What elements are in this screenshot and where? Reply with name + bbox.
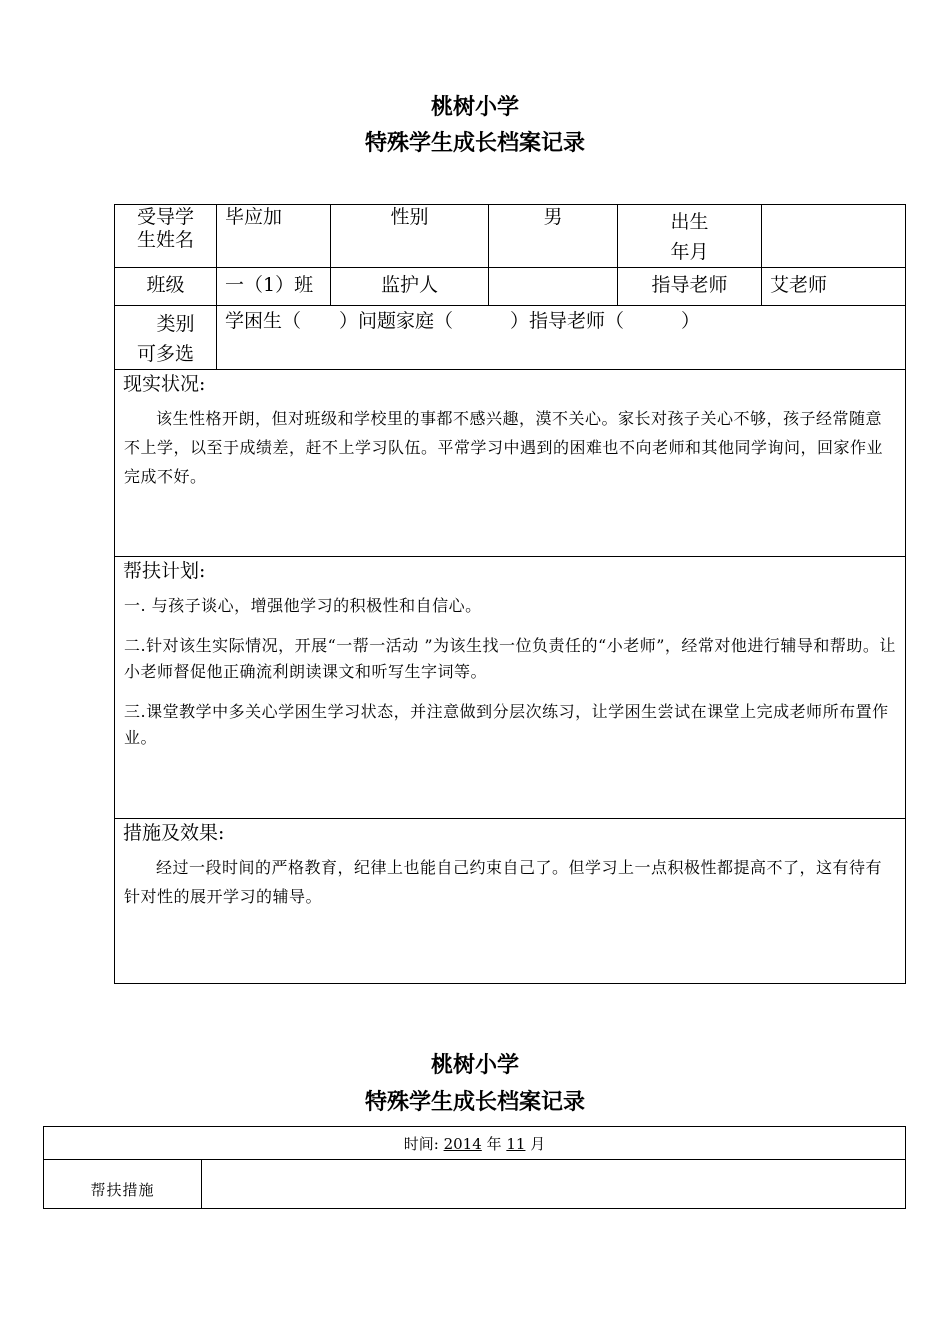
birth-label-cell	[618, 205, 762, 268]
gender-value: 男	[543, 206, 563, 228]
document-title-2: 特殊学生成长档案记录	[364, 1090, 585, 1115]
category-options: 学困生（ ）问题家庭（ ）指导老师（ ）	[225, 310, 701, 332]
plan-item: 二.针对该生实际情况，开展“一帮一活动 ”为该生找一位负责任的“小老师”，经常对他进行辅导和帮助。让小老师督促他正确流利朗读课文和听写生字词等。	[124, 636, 896, 681]
time-year-unit: 年	[486, 1134, 502, 1153]
measures-cell[interactable]	[115, 819, 906, 984]
gender-label: 性别	[390, 206, 429, 228]
category-label-line2: 可多选	[136, 343, 194, 365]
plan-item: 一. 与孩子谈心，增强他学习的积极性和自信心。	[124, 596, 482, 615]
time-month: 11	[506, 1134, 526, 1153]
name-value-cell[interactable]	[217, 205, 331, 268]
plan-heading: 帮扶计划:	[123, 560, 206, 582]
plan-cell[interactable]	[115, 557, 906, 819]
situation-cell[interactable]	[115, 370, 906, 557]
teacher-label-cell	[618, 268, 762, 306]
situation-heading: 现实状况:	[123, 373, 206, 395]
name-value: 毕应加	[225, 206, 283, 228]
time-month-unit: 月	[530, 1134, 546, 1153]
class-label: 班级	[146, 274, 185, 296]
assistance-table	[43, 1126, 906, 1209]
document-title: 特殊学生成长档案记录	[364, 131, 585, 156]
category-label-line1: 类别	[156, 313, 195, 335]
class-value: 一（1）班	[225, 274, 314, 296]
school-name: 桃树小学	[430, 95, 519, 120]
situation-text: 该生性格开朗，但对班级和学校里的事都不感兴趣，漠不关心。家长对孩子关心不够，孩子经常随意不上学，以至于成绩差，赶不上学习队伍。平常学习中遇到的困难也不向老师和其他同学询问，回家作业完成不好。	[124, 409, 884, 486]
category-options-cell[interactable]	[217, 306, 906, 370]
guardian-label: 监护人	[380, 274, 438, 296]
teacher-label: 指导老师	[651, 274, 728, 296]
guardian-label-cell	[331, 268, 489, 306]
measures-label-cell	[44, 1160, 202, 1209]
time-label: 时间:	[403, 1134, 439, 1153]
measures-text: 经过一段时间的严格教育，纪律上也能自己约束自己了。但学习上一点积极性都提高不了，这有待有针对性的展开学习的辅导。	[124, 858, 883, 906]
gender-label-cell	[331, 205, 489, 268]
gender-value-cell[interactable]	[489, 205, 618, 268]
birth-label-line2: 年月	[670, 241, 709, 263]
name-label: 受导学生姓名	[136, 206, 194, 251]
teacher-value-cell[interactable]	[762, 268, 906, 306]
school-name-2: 桃树小学	[430, 1053, 519, 1078]
guardian-value-cell[interactable]	[489, 268, 618, 306]
measures-label: 帮扶措施	[90, 1181, 155, 1199]
measures-value-cell[interactable]	[202, 1160, 906, 1209]
measures-heading: 措施及效果:	[123, 822, 225, 844]
name-label-cell	[115, 205, 217, 268]
plan-item: 三.课堂教学中多关心学困生学习状态，并注意做到分层次练习，让学困生尝试在课堂上完成老师所布置作业。	[124, 702, 889, 747]
category-label-cell	[115, 306, 217, 370]
birth-label-line1: 出生	[670, 211, 709, 233]
birth-value-cell[interactable]	[762, 205, 906, 268]
student-record-table	[114, 204, 906, 984]
time-year: 2014	[443, 1134, 482, 1153]
time-cell[interactable]	[44, 1127, 906, 1160]
class-label-cell	[115, 268, 217, 306]
class-value-cell[interactable]	[217, 268, 331, 306]
teacher-value: 艾老师	[770, 274, 828, 296]
